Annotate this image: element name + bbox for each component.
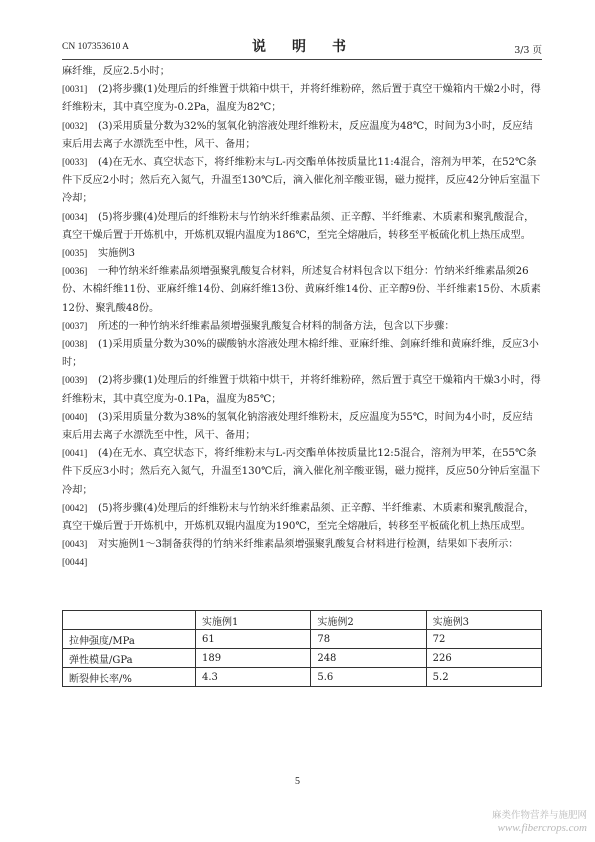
- document-title: 说 明 书: [252, 39, 352, 55]
- paragraph-0039: [62, 372, 542, 408]
- paragraph-number: [0035]: [62, 249, 88, 260]
- paragraph-0033: [62, 154, 542, 209]
- table-row-label: 断裂伸长率/%: [63, 668, 196, 687]
- paragraph-number: [0033]: [62, 158, 88, 169]
- table-cell: 5.6: [311, 668, 426, 687]
- paragraph-0042: [62, 500, 542, 536]
- table-row: [63, 668, 542, 687]
- paragraph-text: 对实施例1～3制备获得的竹纳米纤维素晶须增强聚乳酸复合材料进行检测，结果如下表所示：: [98, 539, 519, 551]
- table-header-cell: [63, 611, 196, 630]
- table-cell: 189: [196, 649, 311, 668]
- section-heading: 实施例3: [98, 248, 136, 260]
- paragraph-0038: [62, 336, 542, 372]
- paragraph-text: (4)在无水、真空状态下，将纤维粉末与L-丙交酯单体按质量比11:4混合，溶剂为甲苯，在52℃条件下反应2小时；然后充入氮气，升温至130℃后，滴入催化剂辛酸亚锡，磁力搅拌，反应42分钟后室温下冷却；: [62, 157, 541, 205]
- paragraph-text: 麻纤维，反应2.5小时；: [62, 66, 170, 77]
- paragraph-number: [0034]: [62, 212, 88, 223]
- table-cell: 226: [426, 649, 541, 668]
- page-number: 5: [295, 776, 300, 787]
- document-body: [62, 63, 542, 573]
- table-row-label: 拉伸强度/MPa: [63, 630, 196, 649]
- page-indicator: 3/3 页: [514, 45, 542, 56]
- table-row: [63, 649, 542, 668]
- paragraph-text: (1)采用质量分数为30%的碳酸钠水溶液处理木棉纤维、亚麻纤维、剑麻纤维和黄麻纤维，反应3小时；: [62, 339, 539, 369]
- paragraph-text: (5)将步骤(4)处理后的纤维粉末与竹纳米纤维素晶须、正辛醇、半纤维素、木质素和聚乳酸混合，真空干燥后置于开炼机中，开炼机双辊内温度为190℃，至完全熔融后，转移至平板硫化机上热压成型。: [62, 502, 535, 533]
- paragraph-0034: [62, 209, 542, 245]
- paragraph-text: (3)采用质量分数为32%的氢氧化钠溶液处理纤维粉末，反应温度为48℃，时间为3小时，反应结束后用去离子水漂洗至中性，风干、备用；: [62, 120, 533, 150]
- paragraph-number: [0040]: [62, 412, 88, 423]
- paragraph-number: [0037]: [62, 321, 88, 332]
- table-row: [63, 630, 542, 649]
- paragraph-0041: [62, 445, 542, 500]
- paragraph-number: [0044]: [62, 558, 88, 569]
- paragraph-text: 所述的一种竹纳米纤维素晶须增强聚乳酸复合材料的制备方法，包含以下步骤：: [98, 320, 455, 332]
- paragraph-text: (4)在无水、真空状态下，将纤维粉末与L-丙交酯单体按质量比12:5混合，溶剂为甲苯，在55℃条件下反应3小时；然后充入氮气，升温至130℃后，滴入催化剂辛酸亚锡，磁力搅拌，反应50分钟后室温下冷却；: [62, 448, 541, 496]
- paragraph-number: [0031]: [62, 85, 88, 96]
- table-cell: 248: [311, 649, 426, 668]
- table-cell: 61: [196, 630, 311, 649]
- watermark-url: www.fibercrops.com: [497, 822, 587, 834]
- paragraph-number: [0041]: [62, 449, 88, 460]
- paragraph-text: (2)将步骤(1)处理后的纤维置于烘箱中烘干，并将纤维粉碎，然后置于真空干燥箱内干燥3小时，得纤维粉末，其中真空度为-0.1Pa，温度为85℃；: [62, 375, 541, 405]
- publication-number: CN 107353610 A: [62, 42, 130, 52]
- paragraph-0031: [62, 81, 542, 117]
- table-cell: 72: [426, 630, 541, 649]
- table-cell: 78: [311, 630, 426, 649]
- table-header-row: [63, 611, 542, 630]
- site-watermark: [492, 809, 587, 835]
- table-cell: 5.2: [426, 668, 541, 687]
- results-table: [62, 610, 542, 687]
- paragraph-number: [0039]: [62, 376, 88, 387]
- paragraph-0032: [62, 118, 542, 154]
- paragraph-number: [0036]: [62, 267, 88, 278]
- paragraph-continuation: [62, 63, 542, 81]
- paragraph-text: (5)将步骤(4)处理后的纤维粉末与竹纳米纤维素晶须、正辛醇、半纤维素、木质素和聚乳酸混合，真空干燥后置于开炼机中，开炼机双辊内温度为186℃，至完全熔融后，转移至平板硫化机上热压成型。: [62, 211, 535, 241]
- table-header-cell: 实施例3: [426, 611, 541, 630]
- paragraph-number: [0038]: [62, 340, 88, 351]
- paragraph-0035: [62, 245, 542, 263]
- header-divider: [62, 59, 542, 60]
- paragraph-number: [0032]: [62, 121, 88, 132]
- table-row-label: 弹性模量/GPa: [63, 649, 196, 668]
- page-header: [62, 38, 542, 58]
- table-header-cell: 实施例1: [196, 611, 311, 630]
- paragraph-0037: [62, 318, 542, 336]
- paragraph-0040: [62, 409, 542, 445]
- paragraph-number: [0043]: [62, 540, 88, 551]
- table-cell: 4.3: [196, 668, 311, 687]
- paragraph-0044: [62, 554, 542, 572]
- paragraph-text: 一种竹纳米纤维素晶须增强聚乳酸复合材料，所述复合材料包含以下组分：竹纳米纤维素晶须26份、木棉纤维11份、亚麻纤维14份、剑麻纤维13份、黄麻纤维14份、正辛醇9份、半纤维素15份、木质素12份、聚乳酸48份。: [62, 266, 541, 314]
- paragraph-text: (3)采用质量分数为38%的氢氧化钠溶液处理纤维粉末，反应温度为55℃，时间为4小时，反应结束后用去离子水漂洗至中性，风干、备用；: [62, 411, 533, 442]
- paragraph-number: [0042]: [62, 503, 88, 514]
- watermark-site-name: 麻类作物营养与施肥网: [491, 810, 587, 821]
- paragraph-0036: [62, 263, 542, 318]
- table-header-cell: 实施例2: [311, 611, 426, 630]
- paragraph-text: (2)将步骤(1)处理后的纤维置于烘箱中烘干，并将纤维粉碎，然后置于真空干燥箱内干燥2小时，得纤维粉末，其中真空度为-0.2Pa，温度为82℃；: [62, 84, 541, 114]
- paragraph-0043: [62, 536, 542, 554]
